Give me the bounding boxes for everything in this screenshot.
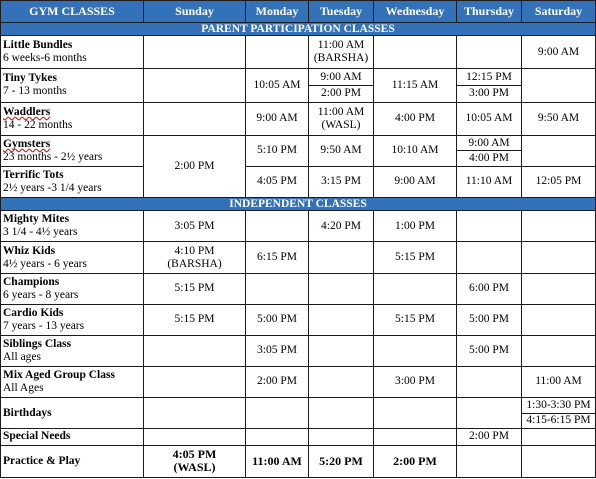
time-value: 11:10 AM <box>457 166 522 197</box>
class-name: Terrific Tots <box>3 168 64 181</box>
location-value: (BARSHA) <box>167 257 222 270</box>
table-row <box>1 445 596 477</box>
class-age: All Ages <box>3 381 44 394</box>
time-cell <box>374 397 457 428</box>
header-tuesday: Tuesday <box>309 1 374 23</box>
location-value: (WASL) <box>173 460 216 475</box>
class-age: All ages <box>3 350 42 363</box>
header-thursday: Thursday <box>457 1 522 23</box>
time-value: 4:05 PM <box>246 166 309 197</box>
class-cell <box>1 166 144 197</box>
class-name: Siblings Class <box>3 337 72 350</box>
table-row <box>1 102 596 135</box>
table-row <box>1 36 596 69</box>
time-cell <box>144 69 246 102</box>
class-age: 23 months - 2½ years <box>3 150 103 163</box>
table-row <box>1 429 596 446</box>
time-value: 1:30-3:30 PM <box>522 397 596 413</box>
table-row <box>1 211 596 242</box>
class-name: Practice & Play <box>3 454 81 467</box>
time-value: 2:00 PM <box>309 85 374 102</box>
time-cell <box>144 242 246 273</box>
class-name: Special Needs <box>3 430 71 443</box>
time-value: 3:00 PM <box>457 85 522 102</box>
time-value: 10:10 AM <box>374 135 457 166</box>
time-value: 9:50 AM <box>309 135 374 166</box>
time-value: 11:00 AM <box>317 39 365 52</box>
time-cell <box>522 335 596 366</box>
class-cell <box>1 429 144 446</box>
time-cell <box>374 36 457 69</box>
time-value: 4:10 PM <box>174 244 215 257</box>
class-name: Tiny Tykes <box>3 72 58 85</box>
header-row <box>1 1 596 23</box>
time-value: 3:05 PM <box>246 335 309 366</box>
time-cell <box>309 366 374 397</box>
time-cell <box>374 273 457 304</box>
time-cell <box>522 211 596 242</box>
class-age: 2½ years -3 1/4 years <box>3 181 102 194</box>
time-value: 12:15 PM <box>457 69 522 86</box>
time-cell <box>522 242 596 273</box>
time-value: 11:00 AM <box>246 445 309 477</box>
class-name: Mix Aged Group Class <box>3 368 115 381</box>
time-value: 11:15 AM <box>374 69 457 102</box>
time-cell <box>309 304 374 335</box>
location-value: (BARSHA) <box>313 52 369 65</box>
time-cell <box>309 36 374 69</box>
time-value: 9:00 AM <box>246 102 309 135</box>
class-age: 6 weeks-6 months <box>3 52 87 65</box>
time-cell <box>522 69 596 102</box>
class-name: Mighty Mites <box>3 213 70 226</box>
table-row <box>1 135 596 151</box>
table-row <box>1 242 596 273</box>
time-value: 2:00 PM <box>246 366 309 397</box>
time-cell <box>457 242 522 273</box>
time-cell <box>457 397 522 428</box>
class-age: 7 - 13 months <box>3 85 67 98</box>
time-value: 11:00 AM <box>317 105 365 118</box>
class-cell <box>1 242 144 273</box>
header-saturday: Saturday <box>522 1 596 23</box>
time-cell <box>522 304 596 335</box>
time-value: 12:05 PM <box>522 166 596 197</box>
table-row <box>1 166 596 182</box>
time-value: 3:00 PM <box>374 366 457 397</box>
time-cell <box>309 242 374 273</box>
time-value: 4:00 PM <box>457 151 522 167</box>
class-name: Gymsters <box>3 137 51 150</box>
header-gym-classes: GYM CLASSES <box>1 1 144 23</box>
time-value: 9:00 AM <box>457 135 522 151</box>
table-row <box>1 273 596 304</box>
time-value: 5:20 PM <box>309 445 374 477</box>
time-value: 5:15 PM <box>374 242 457 273</box>
time-value: 5:15 PM <box>144 304 246 335</box>
time-value: 11:00 AM <box>522 366 596 397</box>
time-cell <box>246 429 309 446</box>
class-age: 14 - 22 months <box>3 118 73 131</box>
table-row <box>1 397 596 413</box>
class-name: Whiz Kids <box>3 244 56 257</box>
time-value: 6:00 PM <box>457 273 522 304</box>
time-cell <box>309 335 374 366</box>
time-cell <box>309 273 374 304</box>
class-cell <box>1 135 144 166</box>
time-cell <box>374 335 457 366</box>
time-value: 4:20 PM <box>309 211 374 242</box>
time-cell <box>144 335 246 366</box>
time-cell <box>309 397 374 428</box>
time-cell <box>309 429 374 446</box>
class-age: 4½ years - 6 years <box>3 257 87 270</box>
class-cell <box>1 304 144 335</box>
time-value: 9:00 AM <box>309 69 374 86</box>
class-name: Champions <box>3 275 60 288</box>
table-row <box>1 69 596 86</box>
class-cell <box>1 273 144 304</box>
time-value: 5:15 PM <box>144 273 246 304</box>
section-row-independent <box>1 197 596 210</box>
section-title-independent: INDEPENDENT CLASSES <box>1 197 596 210</box>
location-value: (WASL) <box>321 118 361 131</box>
section-row-parent <box>1 22 596 35</box>
time-value: 10:05 AM <box>246 69 309 102</box>
time-cell <box>246 211 309 242</box>
time-value: 5:15 PM <box>374 304 457 335</box>
time-value: 5:00 PM <box>246 304 309 335</box>
time-value: 9:00 AM <box>522 36 596 69</box>
table-row <box>1 304 596 335</box>
class-age: 7 years - 13 years <box>3 319 85 332</box>
time-value: 4:00 PM <box>374 102 457 135</box>
table-row <box>1 366 596 397</box>
time-cell <box>144 36 246 69</box>
time-value: 9:00 AM <box>374 166 457 197</box>
class-cell <box>1 211 144 242</box>
time-value: 3:15 PM <box>309 166 374 197</box>
time-cell <box>246 397 309 428</box>
time-cell <box>457 445 522 477</box>
time-value: 6:15 PM <box>246 242 309 273</box>
time-cell <box>457 211 522 242</box>
class-cell <box>1 366 144 397</box>
time-cell <box>374 429 457 446</box>
time-cell <box>144 102 246 135</box>
time-cell <box>144 366 246 397</box>
time-cell <box>246 36 309 69</box>
time-cell <box>522 135 596 166</box>
time-value: 5:10 PM <box>246 135 309 166</box>
header-monday: Monday <box>246 1 309 23</box>
time-value: 4:15-6:15 PM <box>522 413 596 429</box>
time-cell <box>246 273 309 304</box>
class-cell <box>1 335 144 366</box>
time-cell <box>522 445 596 477</box>
class-name: Waddlers <box>3 105 51 118</box>
header-sunday: Sunday <box>144 1 246 23</box>
time-cell <box>144 397 246 428</box>
time-cell <box>457 366 522 397</box>
class-age: 6 years - 8 years <box>3 288 79 301</box>
time-cell <box>144 429 246 446</box>
time-value: 4:05 PM <box>172 447 217 462</box>
time-value: 5:00 PM <box>457 304 522 335</box>
time-cell <box>144 445 246 477</box>
class-cell <box>1 69 144 102</box>
time-cell <box>522 273 596 304</box>
table-row <box>1 335 596 366</box>
class-cell <box>1 445 144 477</box>
time-value: 1:00 PM <box>374 211 457 242</box>
time-value: 5:00 PM <box>457 335 522 366</box>
class-age: 3 1/4 - 4½ years <box>3 226 78 239</box>
time-value: 2:00 PM <box>457 429 522 446</box>
time-value: 2:00 PM <box>374 445 457 477</box>
class-name: Birthdays <box>3 406 52 419</box>
class-name: Little Bundles <box>3 39 73 52</box>
section-title-parent: PARENT PARTICIPATION CLASSES <box>1 22 596 35</box>
time-cell <box>457 36 522 69</box>
time-value: 10:05 AM <box>457 102 522 135</box>
time-cell <box>309 102 374 135</box>
header-wednesday: Wednesday <box>374 1 457 23</box>
time-value: 3:05 PM <box>144 211 246 242</box>
time-cell <box>522 429 596 446</box>
time-value: 9:50 AM <box>522 102 596 135</box>
time-value: 2:00 PM <box>144 135 246 197</box>
class-name: Cardio Kids <box>3 306 64 319</box>
class-cell <box>1 102 144 135</box>
class-cell <box>1 397 144 428</box>
class-cell <box>1 36 144 69</box>
